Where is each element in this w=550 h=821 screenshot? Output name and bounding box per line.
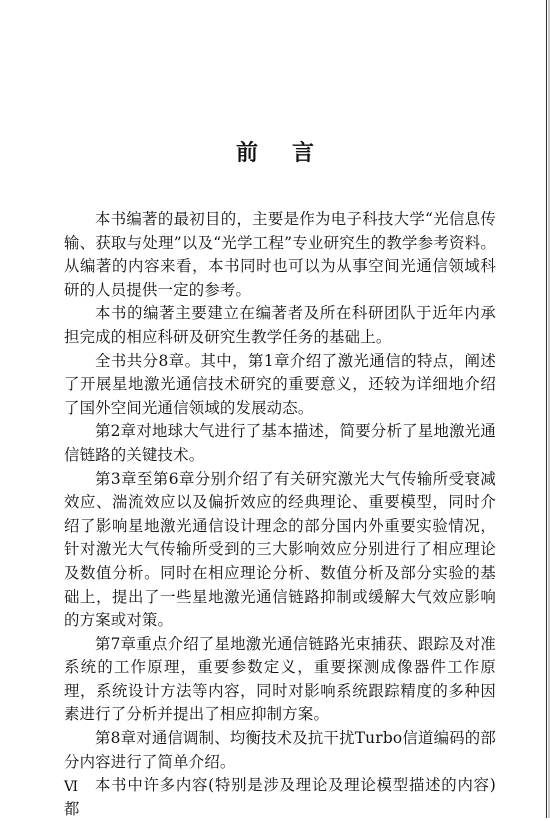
paragraph-2: 本书的编著主要建立在编著者及所在科研团队于近年内承担完成的相应科研及研究生教学任务的基础上。 <box>64 304 496 346</box>
paragraph-4: 第2章对地球大气进行了基本描述，简要分析了星地激光通信链路的关键技术。 <box>64 422 496 464</box>
paragraph-8: 本书中许多内容(特别是涉及理论及理论模型描述的内容)都 <box>64 776 496 818</box>
paragraph-7: 第8章对通信调制、均衡技术及抗干扰Turbo信道编码的部分内容进行了简单介绍。 <box>64 729 496 771</box>
paragraph-3: 全书共分8章。其中，第1章介绍了激光通信的特点，阐述了开展星地激光通信技术研究的重要意义，还较为详细地介绍了国外空间光通信领域的发展动态。 <box>64 351 496 417</box>
paragraph-1: 本书编著的最初目的，主要是作为电子科技大学“光信息传输、获取与处理”以及“光学工程”专业研究生的教学参考资料。从编著的内容来看，本书同时也可以为从事空间光通信领域科研的人员提供一定的参考。 <box>64 210 496 299</box>
page-number: Ⅵ <box>64 779 79 795</box>
body-text <box>64 208 496 821</box>
page-edge-line <box>546 0 547 818</box>
page-title: 前言 <box>235 140 348 166</box>
paragraph-6: 第7章重点介绍了星地激光通信链路光束捕获、跟踪及对准系统的工作原理，重要参数定义，重要探测成像器件工作原理，系统设计方法等内容，同时对影响系统跟踪精度的多种因素进行了分析并提出了相应抑制方案。 <box>64 634 496 724</box>
paragraph-5: 第3章至第6章分别介绍了有关研究激光大气传输所受衰减效应、湍流效应以及偏折效应的经典理论、重要模型，同时介绍了影响星地激光通信设计理念的部分国内外重要实验情况，针对激光大气传输所受到的三大影响效应分别进行了相应理论及数值分析。同时在相应理论分析、数值分析及部分实验的基础上，提出了一些星地激光通信链路抑制或缓解大气效应影响的方案或对策。 <box>64 469 496 630</box>
